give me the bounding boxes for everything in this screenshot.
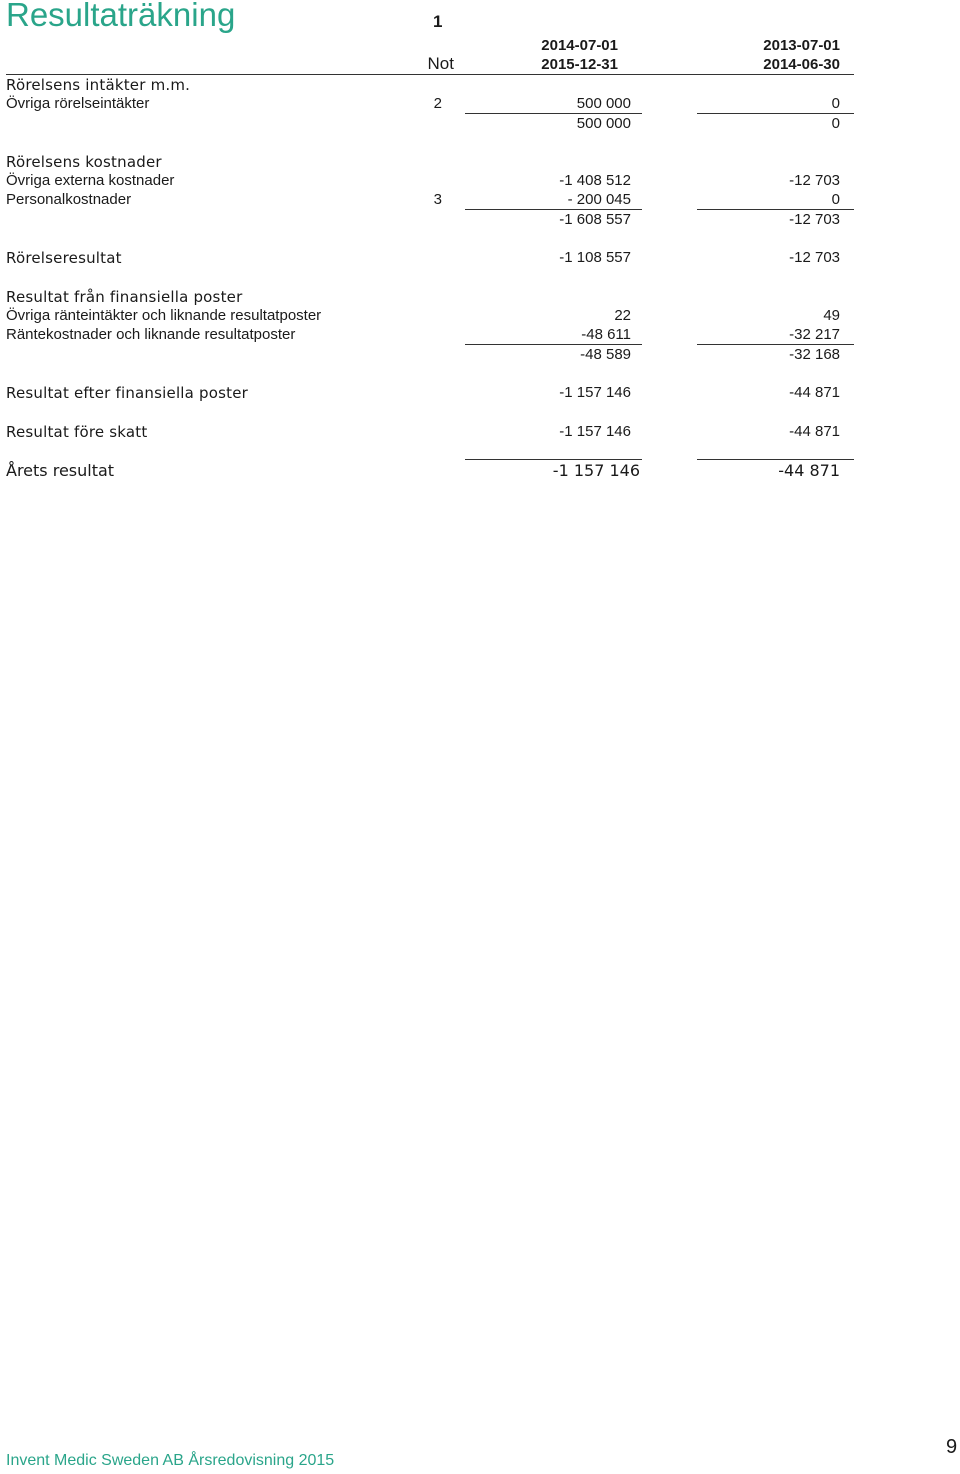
value-previous: -44 871 [789, 423, 840, 440]
value-current: 500 000 [576, 95, 631, 112]
value-previous: 49 [823, 307, 840, 324]
row-label: Övriga ränteintäkter och liknande resultatposter [6, 307, 322, 324]
column-header-previous-end: 2014-06-30 [763, 56, 840, 73]
value-current: -48 589 [580, 346, 631, 363]
value-previous: -44 871 [789, 384, 840, 401]
value-previous: -32 168 [789, 346, 840, 363]
value-current: - 200 045 [567, 191, 631, 208]
note-column-header: Not [427, 54, 454, 73]
value-previous: 0 [831, 191, 840, 208]
row-label: Övriga rörelseintäkter [6, 95, 150, 112]
row-label: Personalkostnader [6, 191, 132, 208]
row-ovriga-rorelseintakter [6, 95, 856, 115]
page-mark: 1 [433, 12, 443, 31]
value-current: -1 108 557 [559, 249, 631, 266]
subtotal-line [465, 113, 642, 114]
page-title: Resultaträkning [6, 0, 236, 33]
column-header-current-end: 2015-12-31 [541, 56, 618, 73]
value-current: 22 [614, 307, 631, 324]
footer-text: Invent Medic Sweden AB Årsredovisning 2015 [6, 1452, 335, 1469]
value-current: -48 611 [581, 326, 631, 343]
value-current: -1 608 557 [559, 211, 631, 228]
row-ranteintakter [6, 307, 856, 327]
value-previous: -12 703 [789, 211, 840, 228]
row-rorelseresultat [6, 249, 856, 269]
subtotal-line [697, 113, 854, 114]
row-resultat-efter-finansiella [6, 384, 856, 404]
row-sum-income [6, 115, 856, 135]
total-line [697, 459, 854, 460]
note-ref: 2 [433, 95, 442, 112]
value-previous: -44 871 [778, 461, 840, 480]
value-previous: -32 217 [789, 326, 840, 343]
row-label: Resultat före skatt [6, 423, 148, 441]
row-label: Resultat efter finansiella poster [6, 384, 249, 402]
note-ref: 3 [433, 191, 442, 208]
row-label: Rörelsens kostnader [6, 153, 162, 171]
value-previous: 0 [831, 95, 840, 112]
row-label: Årets resultat [6, 461, 115, 480]
section-operating-costs [6, 153, 856, 173]
value-previous: 0 [831, 115, 840, 132]
row-rantekostnader [6, 326, 856, 346]
value-current: -1 157 146 [552, 461, 640, 480]
row-ovriga-externa-kostnader [6, 172, 856, 192]
subtotal-line [697, 344, 854, 345]
row-sum-costs [6, 211, 856, 231]
row-label: Rörelsens intäkter m.m. [6, 76, 191, 94]
row-label: Rörelseresultat [6, 249, 122, 267]
section-operating-income [6, 76, 856, 96]
value-previous: -12 703 [789, 172, 840, 189]
value-current: -1 157 146 [559, 384, 631, 401]
value-current: -1 157 146 [559, 423, 631, 440]
row-sum-financial [6, 346, 856, 366]
row-label: Resultat från finansiella poster [6, 288, 243, 306]
subtotal-line [465, 344, 642, 345]
header-divider [6, 74, 854, 75]
subtotal-line [465, 209, 642, 210]
value-current: -1 408 512 [559, 172, 631, 189]
row-personalkostnader [6, 191, 856, 211]
row-label: Räntekostnader och liknande resultatposter [6, 326, 296, 343]
column-header-current-start: 2014-07-01 [541, 37, 618, 54]
row-label: Övriga externa kostnader [6, 172, 175, 189]
section-financial-items [6, 288, 856, 308]
value-previous: -12 703 [789, 249, 840, 266]
page-number: 9 [946, 1436, 958, 1458]
column-header-previous-start: 2013-07-01 [763, 37, 840, 54]
row-arets-resultat [6, 461, 856, 481]
total-line [465, 459, 642, 460]
value-current: 500 000 [576, 115, 631, 132]
subtotal-line [697, 209, 854, 210]
row-resultat-fore-skatt [6, 423, 856, 443]
